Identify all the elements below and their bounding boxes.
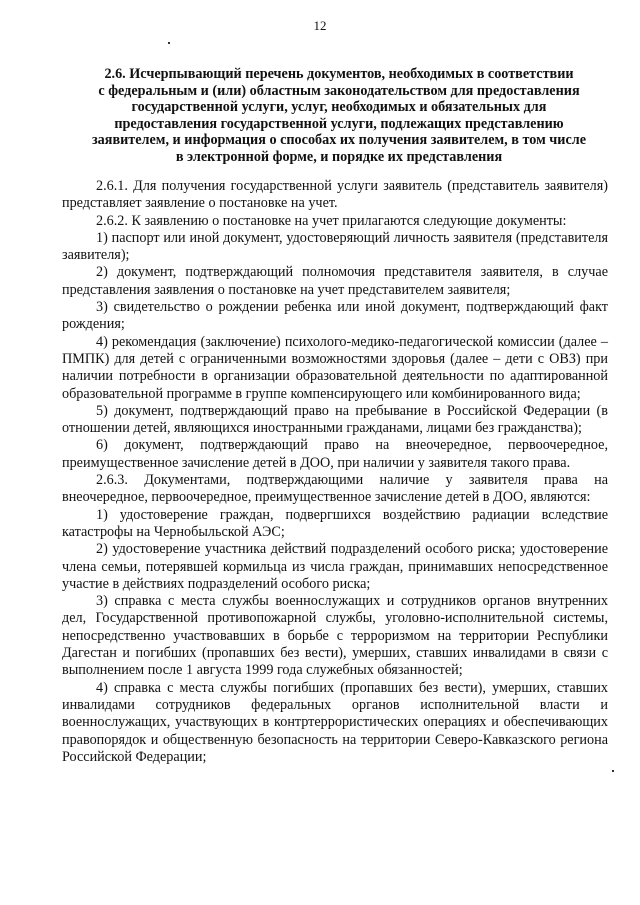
list-item: 4) рекомендация (заключение) психолого-медико-педагогической комиссии (далее – ПМПК) для детей с ограниченными возможностями здоровья (далее – дети с ОВЗ) при наличии потребности в организации образовательной деятельности по адаптированной образовательной программе в группе компенсирующего или комбинированного вида;	[62, 333, 608, 402]
paragraph-2-6-2: 2.6.2. К заявлению о постановке на учет прилагаются следующие документы:	[96, 212, 567, 229]
list-item: 5) документ, подтверждающий право на пребывание в Российской Федерации (в отношении детей, являющихся иностранными гражданами, лицами без гражданства);	[62, 402, 608, 437]
heading-line: с федеральным и (или) областным законодательством для предоставления	[98, 82, 580, 99]
heading-line: заявителем, и информация о способах их получения заявителем, в том числе	[91, 132, 587, 149]
list-item: 3) справка с места службы военнослужащих и сотрудников органов внутренних дел, Государственной противопожарной службы, уголовно-исполнительной системы, непосредственно участвовавших в борьбе с терроризмом на территории Республики Дагестан и погибших (пропавших без вести), умерших, ставших инвалидами в связи с выполнением после 1 августа 1999 года служебных обязанностей;	[62, 593, 608, 679]
paragraph-2-6-1: 2.6.1. Для получения государственной услуги заявитель (представитель заявителя) представляет заявление о постановке на учет.	[62, 178, 608, 212]
heading-line: государственной услуги, услуг, необходимых и обязательных для	[131, 99, 547, 116]
document-body	[62, 178, 608, 766]
page-number: 12	[313, 18, 327, 33]
paragraph-2-6-3: 2.6.3. Документами, подтверждающими наличие у заявителя права на внеочередное, первоочередное, преимущественное зачисление детей в ДОО, являются:	[62, 472, 608, 506]
list-item: 1) удостоверение граждан, подвергшихся воздействию радиации вследствие катастрофы на Чернобыльской АЭС;	[62, 506, 608, 540]
heading-line: в электронной форме, и порядке их представления	[175, 148, 503, 165]
scan-speck	[168, 42, 170, 44]
section-heading	[74, 66, 604, 166]
list-item: 3) свидетельство о рождении ребенка или иной документ, подтверждающий факт рождения;	[62, 299, 608, 333]
list-item: 1) паспорт или иной документ, удостоверяющий личность заявителя (представителя заявителя);	[62, 229, 608, 264]
list-item: 2) документ, подтверждающий полномочия представителя заявителя, в случае представления заявления о постановке на учет представителем заявителя;	[62, 264, 608, 298]
heading-line: предоставления государственной услуги, подлежащих представлению	[114, 115, 564, 132]
list-item: 4) справка с места службы погибших (пропавших без вести), умерших, ставших инвалидами сотрудников федеральных органов исполнительной власти и военнослужащих, участвующих в контртеррористических операциях и обеспечивающих правопорядок и общественную безопасность на территории Северо-Кавказского региона Российской Федерации;	[62, 679, 608, 765]
list-item: 6) документ, подтверждающий право на внеочередное, первоочередное, преимущественное зачисление детей в ДОО, при наличии у заявителя такого права.	[62, 437, 608, 471]
heading-line: 2.6. Исчерпывающий перечень документов, необходимых в соответствии	[104, 66, 574, 82]
scan-speck	[612, 770, 614, 772]
list-item: 2) удостоверение участника действий подразделений особого риска; удостоверение члена семьи, потерявшей кормильца из числа граждан, принимавших непосредственное участие в действиях подразделений особого риска;	[62, 541, 608, 592]
